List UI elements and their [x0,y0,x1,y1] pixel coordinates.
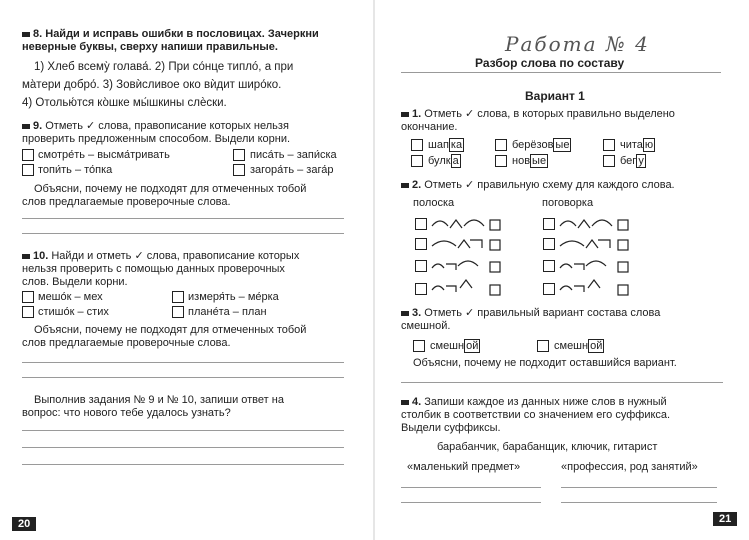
task-1-heading: 1. Отметь ✓ слова, в которых правильно выделено [401,108,675,121]
checkbox-option-3[interactable] [22,306,34,318]
task-3-explain: Объясни, почему не подходит оставшийся вариант. [413,357,677,369]
task-10-heading-line2: нельзя проверить с помощью данных проверочных [22,263,285,275]
option-label: топи́ть – то́пка [38,164,113,176]
checkbox-word-5[interactable] [495,155,507,167]
answer-line[interactable] [401,487,541,488]
task-marker-icon [22,254,30,259]
answer-line[interactable] [22,447,344,448]
work-title: Работа № 4 [505,32,650,56]
proverb-line-3: 4) Отолью́тся ко̀шке мы́шкины слѐски. [22,97,227,109]
checkbox-option-1[interactable] [22,149,34,161]
task-4-heading-line2: столбик в соответствии со значением его суффикса. [401,409,671,421]
checkbox-option-1[interactable] [22,291,34,303]
checkbox-scheme[interactable] [543,238,555,250]
option-label: смотре́ть – высма́тривать [38,149,170,161]
option-label: плане́та – план [188,306,267,318]
proverb-line-2: ма̀тери добро́. 3) Зовѝсливое око вѝдит широ́ко. [22,79,282,91]
task-4-heading: 4. Запиши каждое из данных ниже слов в нужный [401,396,667,409]
checkbox-word-3[interactable] [603,139,615,151]
column-header-profession: «профессия, род занятий» [561,461,698,473]
answer-line[interactable] [22,233,344,234]
final-question-line1: Выполнив задания № 9 и № 10, запиши ответ на [34,394,284,406]
checkbox-variant-1[interactable] [413,340,425,352]
checkbox-option-4[interactable] [172,306,184,318]
task-10-explain-line2: слов предлагаемые проверочные слова. [22,337,231,349]
answer-line[interactable] [561,502,717,503]
task-4-heading-line3: Выдели суффиксы. [401,422,501,434]
checkbox-option-2[interactable] [172,291,184,303]
answer-line[interactable] [22,218,344,219]
task-4-words: барабанчик, барабанщик, ключик, гитарист [437,441,658,453]
task-3-heading-line2: смешной. [401,320,451,332]
checkbox-scheme[interactable] [415,218,427,230]
task-marker-icon [401,311,409,316]
option-label: мешо́к – мех [38,291,103,303]
final-question-line2: вопрос: что нового тебе удалось узнать? [22,407,231,419]
work-subtitle: Разбор слова по составу [475,56,625,70]
task-8-heading-line2: неверные буквы, сверху напиши правильные. [22,41,278,53]
word-with-ending: бег у [620,155,644,167]
task-9-explain-line2: слов предлагаемые проверочные слова. [22,196,231,208]
task-3-heading: 3. Отметь ✓ правильный вариант состава слова [401,307,660,320]
checkbox-word-4[interactable] [411,155,423,167]
task-10-heading: 10. Найди и отметь ✓ слова, правописание которых [22,250,299,263]
checkbox-option-3[interactable] [22,164,34,176]
title-underline [401,72,721,73]
task-9-heading: 9. Отметь ✓ слова, правописание которых нельзя [22,120,289,133]
scheme-word-2: поговорка [542,197,594,209]
task-marker-icon [401,183,409,188]
word-with-ending: нов ые [512,155,547,167]
task-marker-icon [22,124,30,129]
answer-line[interactable] [561,487,717,488]
checkbox-word-2[interactable] [495,139,507,151]
checkbox-option-4[interactable] [233,164,245,176]
option-label: измеря́ть – ме́рка [188,291,279,303]
task-1-heading-line2: окончание. [401,121,458,133]
page-number: 21 [713,512,737,526]
task-9-explain-line1: Объясни, почему не подходят для отмеченных тобой [34,183,307,195]
answer-line[interactable] [22,362,344,363]
checkbox-scheme[interactable] [415,260,427,272]
proverb-line-1: 1) Хлеб всему̀ голава́. 2) При со́нце типлó, а при [34,61,294,73]
word-parse-variant-1: смешн ой [430,340,479,352]
answer-line[interactable] [401,502,541,503]
checkbox-word-1[interactable] [411,139,423,151]
checkbox-scheme[interactable] [543,260,555,272]
checkbox-scheme[interactable] [543,218,555,230]
task-10-explain-line1: Объясни, почему не подходят для отмеченных тобой [34,324,307,336]
task-2-heading: 2. Отметь ✓ правильную схему для каждого слова. [401,179,675,192]
word-with-ending: берёзов ые [512,139,570,151]
right-page [375,0,749,540]
option-label: писа́ть – запи́ска [250,149,337,161]
scheme-word-1: полоска [413,197,455,209]
column-header-diminutive: «маленький предмет» [407,461,521,473]
checkbox-variant-2[interactable] [537,340,549,352]
task-9-heading-line2: проверить предложенным способом. Выдели корни. [22,133,291,145]
word-parse-variant-2: смешн ой [554,340,603,352]
task-marker-icon [401,112,409,117]
task-8-heading: 8. Найди и исправь ошибки в пословицах. Зачеркни [22,28,319,41]
checkbox-scheme[interactable] [415,283,427,295]
checkbox-scheme[interactable] [543,283,555,295]
variant-label: Вариант 1 [525,89,585,103]
page-number: 20 [12,517,36,531]
task-10-heading-line3: слов. Выдели корни. [22,276,128,288]
answer-line[interactable] [22,377,344,378]
word-with-ending: шап ка [428,139,463,151]
word-scheme-diagrams-1 [430,208,510,300]
answer-line[interactable] [401,382,723,383]
task-marker-icon [401,400,409,405]
checkbox-option-2[interactable] [233,149,245,161]
checkbox-word-6[interactable] [603,155,615,167]
left-page [0,0,374,540]
checkbox-scheme[interactable] [415,238,427,250]
word-scheme-diagrams-2 [558,208,638,300]
option-label: стишо́к – стих [38,306,109,318]
answer-line[interactable] [22,464,344,465]
task-marker-icon [22,32,30,37]
word-with-ending: булк а [428,155,459,167]
word-with-ending: чита ю [620,139,654,151]
option-label: загора́ть – зага́р [250,164,334,176]
answer-line[interactable] [22,430,344,431]
